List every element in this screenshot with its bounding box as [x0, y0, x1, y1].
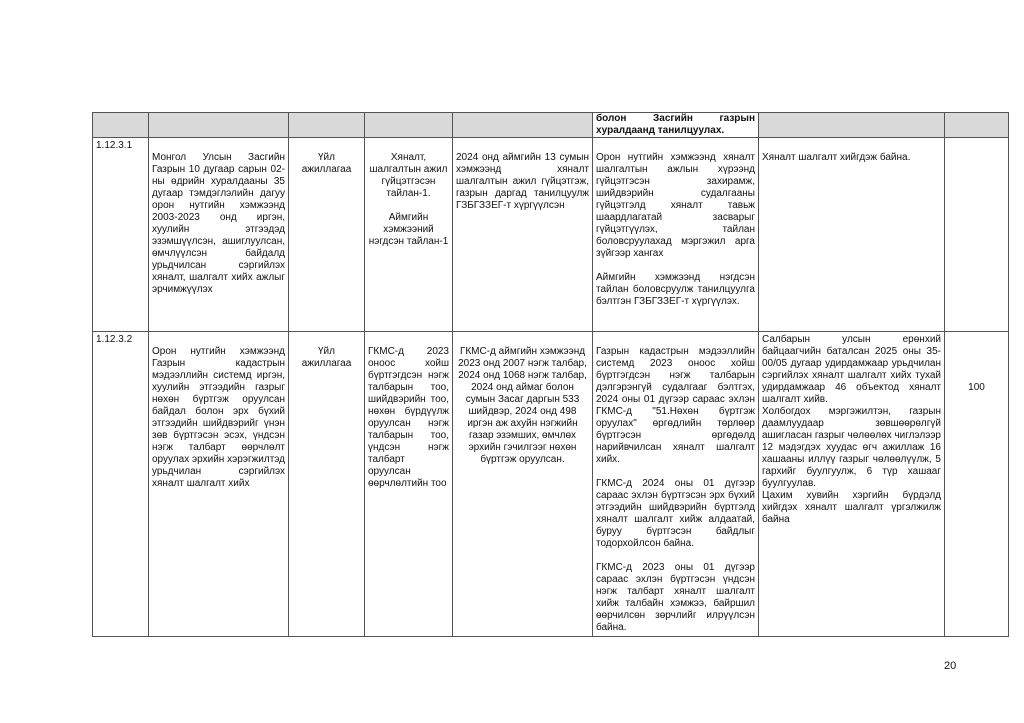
- task-text: Монгол Улсын Засгийн Газрын 10 дугаар сарын 02-ны өдрийн хуралдааны 35 дугаар тэмдэглэлийн дагуу орон нутгийн хэмжээнд 2003-2023 онд иргэн, хуулийн этгээдэд эзэмшүүлсэн, ашиглуулсан, өмчлүүлсэн байдалд урьдчилсан сэргийлэх хяналт, шалгалт хийх ажлыг эрчимжүүлэх: [152, 152, 285, 295]
- responsible-text: Үйл ажиллагаа: [301, 152, 352, 175]
- output-text: Хяналт, шалгалтын ажил гүйцэтгэсэн тайлан-1.: [369, 152, 448, 199]
- row-number: 1.12.3.1: [96, 140, 133, 151]
- table-row: [93, 332, 1009, 637]
- evaluation-text: Салбарын улсын ерөнхий байцаагчийн баталсан 2025 оны 35-00/05 дугаар удирдамжаар урьдчилан сэргийлэх хяналт шалгалт хийх тухай удирдамжаар 46 объектод хяналт шалгалт хийв.: [762, 334, 941, 405]
- evaluation-text: Хяналт шалгалт хийгдэж байна.: [762, 152, 911, 163]
- baseline-text: 2024 онд аймгийн 13 сумын хэмжээнд хяналт шалгалтын ажил гүйцэтгэж, газрын даргад танилцуулж ГЗБГЗЗЕГ-т хүргүүлсэн: [456, 152, 589, 211]
- row-number: 1.12.3.2: [96, 334, 133, 345]
- responsible-text: Үйл ажиллагаа: [301, 346, 352, 369]
- evaluation-text-3: Цахим хувийн хэргийн бүрдэлд хийгдэх хяналт шалгалт үргэлжилж байна: [762, 490, 941, 525]
- progress-text-2: Аймгийн хэмжээнд нэгдсэн тайлан боловсруулж танилцуулга бэлтгэн ГЗБГЗЗЕГ-т хүргүүлэх.: [596, 272, 755, 307]
- page-number: 20: [944, 660, 957, 672]
- baseline-text: ГКМС-д аймгийн хэмжээнд 2023 онд 2007 нэгж талбар, 2024 онд 1068 нэгж талбар, 2024 онд аймаг болон сумын Засаг даргын 533 шийдвэр, 2024 онд 498 иргэн аж ахуйн нэгжийн газар эзэмших, өмчлөх эрхийн гэчилгээг нөхөн бүртгэж оруулсан.: [458, 346, 587, 465]
- progress-text: Газрын кадастрын мэдээллийн системд 2023 оноос хойш бүртгэгдсэн нэгж талбарын дэлгэрэнгүй судалгааг бэлтгэх, 2024 оны 01 дүгээр сараас эхлэн ГКМС-д "51.Нөхөн бүртгэж оруулах" өргөдлийн төрлөөр бүртгэсэн өргөдөлд нарийвчилсан хяналт шалгалт хийх.: [596, 346, 755, 465]
- progress-text-2: ГКМС-д 2024 оны 01 дүгээр сараас эхлэн бүртгэсэн эрх бүхий этгээдийн шийдвэрийн бүртгэлд хяналт шалгалт хийж алдаатай, буруу бүртгэсэн байдлыг тодорхойлсон байна.: [596, 478, 755, 549]
- table-row: [93, 138, 1009, 332]
- carried-over-text: болон Засгийн газрын хуралдаанд танилцуулах.: [593, 113, 759, 138]
- table-top-row: [93, 113, 1009, 138]
- progress-text: Орон нутгийн хэмжээнд хяналт шалгалтын ажлын хүрээнд гүйцэтгэсэн захирамж, шийдвэрийн судалгааны гүйцэтгэлд хяналт тавьж шаардлагатай засварыг гүйцэтгүүлэх, тайлан боловсруулахад мэргэжил арга зүйгээр хангах: [596, 152, 755, 259]
- plan-table: [92, 112, 1009, 637]
- task-text: Орон нутгийн хэмжээнд Газрын кадастрын мэдээллийн системд иргэн, хуулийн этгээдийн газрыг нөхөн бүртгэж оруулсан байдал болон эрх бүхий этгээдийн шийдвэрийг үнэн зөв бүртгэсэн эсэх, үндсэн нэгж талбарт өөрчлөлт оруулах эрхийн хэрэгжилтэд урьдчилан сэргийлэх хяналт шалгалт хийх: [152, 346, 285, 489]
- progress-text-3: ГКМС-д 2023 оны 01 дүгээр сараас эхлэн бүртгэсэн үндсэн нэгж талбарт хяналт шалгалт хийж талбайн хэмжээ, байршил өөрчилсөн зөрчлийг илрүүлсэн байна.: [596, 562, 755, 633]
- output-text-2: Аймгийн хэмжээний нэгдсэн тайлан-1: [368, 212, 449, 247]
- score-text: 100: [968, 382, 985, 393]
- output-text: ГКМС-д 2023 оноос хойш бүртгэгдсэн нэгж талбарын тоо, шийдвэрийн тоо, нөхөн бүрдүүлж оруулсан нэгж талбарын тоо, үндсэн нэгж талбарт оруулсан өөрчлөлтийн тоо: [368, 346, 449, 489]
- evaluation-text-2: Холбогдох мэргэжилтэн, газрын даамлуудаар зөвшөөрөлгүй ашигласан газрыг чөлөөлөх чиглэлээр 12 мэдэгдэх хуудас өгч ажиллаж 16 хашааны иллүү газрыг чөлөөлүүлж, 5 гархийг буулгуулж, 6 түр хашааг буулгуулав.: [762, 406, 941, 489]
